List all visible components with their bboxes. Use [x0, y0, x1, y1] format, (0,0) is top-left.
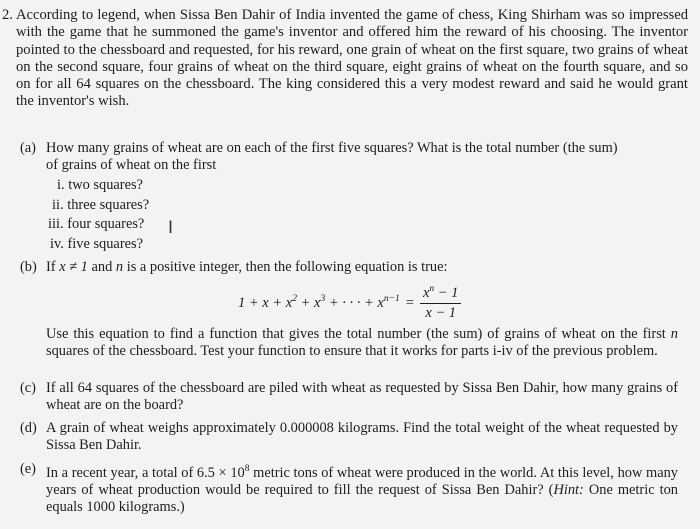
part-a-label: (a) [20, 140, 36, 156]
part-d-label: (d) [20, 420, 37, 436]
part-c-label: (c) [20, 380, 36, 396]
part-c-text: If all 64 squares of the chessboard are piled with wheat as requested by Sissa Ben Dahir, how many grains of wheat are on the board? [46, 380, 678, 414]
part-a-line1: How many grains of wheat are on each of the first five squares? What is the total number (the sum) [46, 140, 618, 156]
part-a-line2: of grains of wheat on the first [46, 157, 217, 173]
part-d-text: A grain of wheat weighs approximately 0.000008 kilograms. Find the total weight of the wheat requested by Sissa Ben Dahir. [46, 420, 678, 454]
part-b-condition: x ≠ 1 [59, 259, 88, 275]
subitem-ii [52, 197, 149, 214]
subitem-iii [48, 216, 144, 233]
text-cursor-icon: I [168, 218, 174, 238]
part-b [20, 259, 447, 276]
part-e-label: (e) [20, 461, 36, 477]
intro-text: According to legend, when Sissa Ben Dahir of India invented the game of chess, King Shirham was so impressed with the game that he summoned the game's inventor and offered him the reward of his choosing. The inventor pointed to the chessboard and requested, for his reward, one grain of wheat on the first square, two grains of wheat on the second square, four grains of wheat on the third square, eight grains of wheat on the fourth square, and so on for all 64 squares on the chessboard. The king considered this a very modest reward and said he would grant the inventor's wish. [16, 7, 688, 110]
subitem-iii-label: iii. [48, 216, 64, 232]
geometric-sum-equation [238, 283, 461, 323]
problem-intro [2, 7, 688, 111]
part-d [20, 420, 46, 437]
subitem-i-label: i. [57, 177, 65, 193]
part-b-label: (b) [20, 259, 37, 275]
equation-numerator: $x^n - 1$ [420, 284, 461, 304]
subitem-ii-text: three squares? [67, 197, 150, 213]
subitem-i-text: two squares? [68, 177, 143, 193]
problem-number: 2. [2, 7, 13, 23]
part-c [20, 380, 46, 397]
equation-lhs: $1 + x + x^2 + x^3$ + · · · + $x^{n-1}$ [238, 294, 400, 311]
part-b-instructions: Use this equation to find a function that gives the total number (the sum) of grains of wheat on the first n squares of the chessboard. Test your function to ensure that it works for parts i-iv of the previous problem. [46, 326, 678, 360]
subitem-iv-label: iv. [50, 236, 64, 252]
equation-fraction [420, 284, 461, 322]
subitem-i [57, 177, 143, 194]
subitem-iii-text: four squares? [67, 216, 145, 232]
part-a-line2-wrap [46, 157, 216, 174]
part-b-n: n [115, 259, 124, 275]
part-b-if: If [46, 259, 56, 275]
subitem-iv-text: five squares? [67, 236, 143, 252]
equation-equals: = [405, 294, 414, 311]
subitem-iv [50, 236, 143, 253]
part-b-line1-rest: is a positive integer, then the following equation is true: [126, 259, 448, 275]
part-a [20, 140, 618, 157]
part-b-and: and [91, 259, 113, 275]
subitem-ii-label: ii. [52, 197, 64, 213]
part-e [20, 461, 46, 478]
part-e-hint: (Hint: One metric ton equals 1000 kilograms.) [46, 482, 678, 516]
equation-denominator: x − 1 [425, 304, 457, 321]
part-e-text: In a recent year, a total of $6.5 \times 10^8$ metric tons of wheat were produced in the world. At this level, how many years of wheat production would be required to fill the request of Sissa Ben Dahir? (Hint: One metric ton equals 1000 kilograms.) [46, 464, 678, 516]
